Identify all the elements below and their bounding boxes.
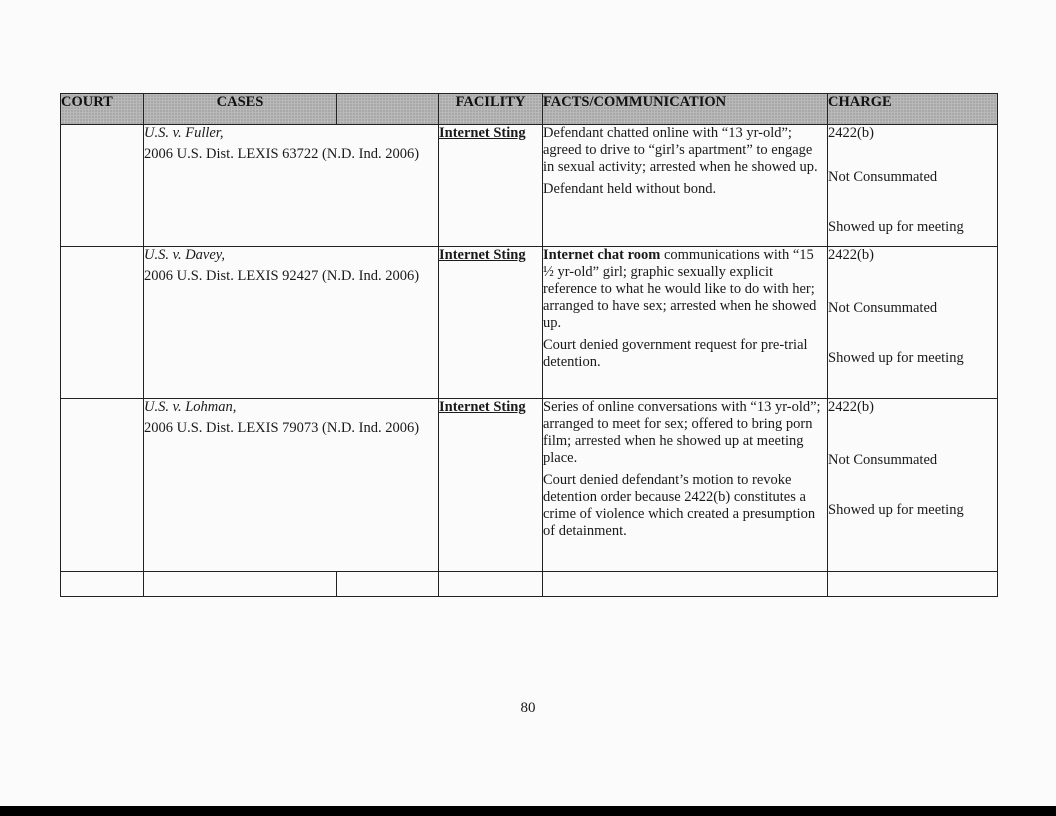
- facts-main: [543, 247, 827, 332]
- charge-cell: [828, 247, 998, 399]
- facts-main: [543, 399, 827, 467]
- header-cases: CASES: [144, 94, 337, 125]
- case-name: U.S. v. Davey,: [144, 247, 226, 263]
- empty-cell: [61, 572, 144, 597]
- charge-statute: 2422(b): [828, 125, 874, 141]
- facility-cell: Internet Sting: [439, 125, 543, 247]
- case-cell: [144, 125, 439, 247]
- case-reporter: 2006 U.S. Dist. LEXIS 79073 (N.D. Ind. 2006): [144, 420, 420, 436]
- empty-cell: [439, 572, 543, 597]
- charge-note: Showed up for meeting: [828, 350, 964, 366]
- charge-statute: 2422(b): [828, 247, 874, 263]
- header-facts: FACTS/COMMUNICATION: [543, 94, 828, 125]
- table-row: [61, 247, 998, 399]
- table-row-empty: [61, 572, 998, 597]
- empty-cell: [144, 572, 337, 597]
- header-charge: CHARGE: [828, 94, 998, 125]
- header-court: COURT: [61, 94, 144, 125]
- scan-bottom-edge: [0, 806, 1056, 816]
- table-header-row: [61, 94, 998, 125]
- case-reporter: 2006 U.S. Dist. LEXIS 92427 (N.D. Ind. 2006): [144, 268, 420, 284]
- page-number: 80: [520, 700, 536, 716]
- case-cell: [144, 247, 439, 399]
- facility-cell: Internet Sting: [439, 399, 543, 572]
- charge-statute: 2422(b): [828, 399, 874, 415]
- court-cell: [61, 247, 144, 399]
- case-name: U.S. v. Fuller,: [144, 125, 224, 141]
- empty-cell: [828, 572, 998, 597]
- facts-main: [543, 125, 827, 176]
- empty-cell: [337, 572, 439, 597]
- charge-status: Not Consummated: [828, 300, 938, 316]
- case-cell: [144, 399, 439, 572]
- facts-cell: [543, 125, 828, 247]
- court-cell: [61, 125, 144, 247]
- facts-main-text: communications with “15 ½ yr-old” girl; graphic sexually explicit reference to what he would like to do with her; arranged to have sex; arrested when he showed up.: [543, 247, 817, 331]
- facts-second: Court denied defendant’s motion to revoke detention order because 2422(b) constitutes a crime of violence which created a presumption of detainment.: [543, 472, 816, 539]
- charge-cell: [828, 399, 998, 572]
- table-row: [61, 125, 998, 247]
- facts-cell: [543, 399, 828, 572]
- facility-cell: Internet Sting: [439, 247, 543, 399]
- cases-table: [60, 93, 998, 597]
- charge-cell: [828, 125, 998, 247]
- charge-status: Not Consummated: [828, 169, 938, 185]
- empty-cell: [543, 572, 828, 597]
- table-row: [61, 399, 998, 572]
- charge-note: Showed up for meeting: [828, 502, 964, 518]
- header-blank: [337, 94, 439, 125]
- case-name: U.S. v. Lohman,: [144, 399, 237, 415]
- facts-lead: Internet chat room: [543, 247, 661, 263]
- case-reporter: 2006 U.S. Dist. LEXIS 63722 (N.D. Ind. 2006): [144, 146, 420, 162]
- facts-main-text: Series of online conversations with “13 yr-old”; arranged to meet for sex; offered to bring porn film; arrested when he showed up at meeting place.: [543, 399, 821, 466]
- court-cell: [61, 399, 144, 572]
- charge-note: Showed up for meeting: [828, 219, 964, 235]
- facts-cell: [543, 247, 828, 399]
- charge-status: Not Consummated: [828, 452, 938, 468]
- facts-main-text: Defendant chatted online with “13 yr-old”; agreed to drive to “girl’s apartment” to engage in sexual activity; arrested when he showed up.: [543, 125, 818, 175]
- header-facility: FACILITY: [439, 94, 543, 125]
- facts-second: Court denied government request for pre-trial detention.: [543, 337, 808, 370]
- facts-second: Defendant held without bond.: [543, 181, 717, 197]
